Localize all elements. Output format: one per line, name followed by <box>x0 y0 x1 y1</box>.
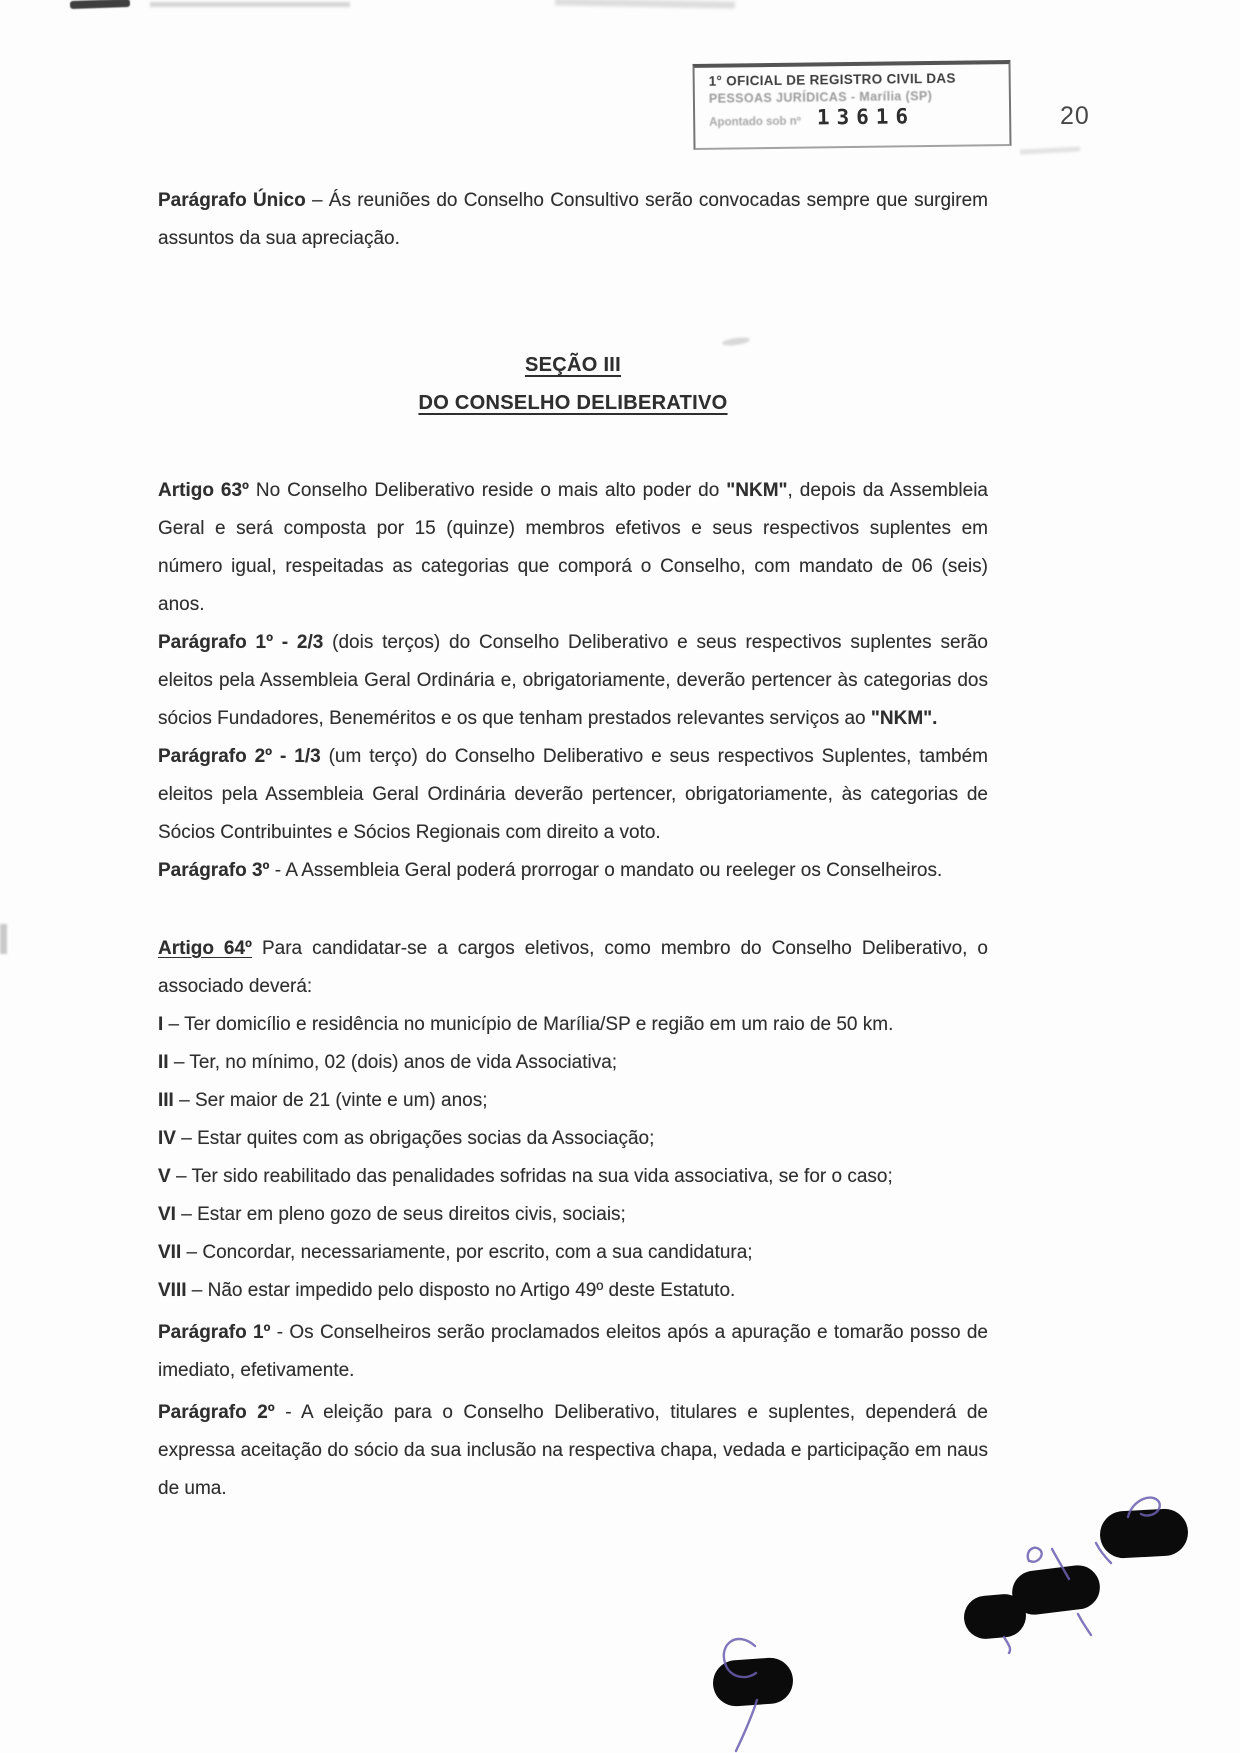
list-item <box>158 1044 988 1082</box>
article-63 <box>158 472 988 624</box>
list-item <box>158 1234 988 1272</box>
scan-artifact <box>150 2 350 7</box>
text-segment: (um terço) do Conselho Deliberativo e seus respectivos Suplentes, também eleitos pela Assembleia Geral Ordinária deverão pertencer, obrigatoriamente, às categorias de Sócios Contribuintes e Sócios Regionais com direito a voto. <box>158 746 988 843</box>
article-63-paragraph-3 <box>158 852 988 890</box>
list-item <box>158 1006 988 1044</box>
stamp-office-line: 1° OFICIAL DE REGISTRO CIVIL DAS <box>708 70 956 89</box>
pen-stroke <box>1004 1637 1010 1653</box>
text-segment: Artigo 63º <box>158 480 249 501</box>
pen-stroke <box>1078 1614 1091 1635</box>
redaction-mark <box>962 1592 1028 1640</box>
text-segment: – Ter domicílio e residência no município de Marília/SP e região em um raio de 50 km. <box>163 1014 894 1035</box>
article-63-paragraph-1 <box>158 624 988 738</box>
stamp-number-row <box>709 103 1001 131</box>
text-segment: , depois da Assembleia Geral e será composta por 15 (quinze) membros efetivos e seus respectivos suplentes em número igual, respeitadas as categorias que comporá o Conselho, com mandato de 06 (seis) anos. <box>158 480 988 615</box>
text-segment: Parágrafo 1º - 2/3 <box>158 632 324 653</box>
article-64-paragraph-2 <box>158 1394 988 1508</box>
text-segment: Parágrafo 3º <box>158 860 270 881</box>
text-segment: I <box>158 1014 164 1035</box>
article-63-paragraph-2 <box>158 738 988 852</box>
text-segment: (dois terços) do Conselho Deliberativo e seus respectivos suplentes serão eleitos pela Assembleia Geral Ordinária e, obrigatoriamente, deverão pertencer às categorias dos sócios Fundadores, Beneméritos e os que tenham prestados relevantes serviços ao <box>158 632 988 729</box>
scan-artifact <box>0 924 7 954</box>
article-64 <box>158 930 988 1006</box>
list-item <box>158 1196 988 1234</box>
text-segment: Parágrafo 1º <box>158 1322 271 1343</box>
text-segment: - Os Conselheiros serão proclamados eleitos após a apuração e tomarão posso de imediato, efetivamente. <box>158 1322 988 1381</box>
article-64-items <box>158 1006 988 1310</box>
section-subtitle-text: DO CONSELHO DELIBERATIVO <box>418 392 728 414</box>
registry-stamp <box>692 60 1011 150</box>
text-segment: Parágrafo Único <box>158 190 306 211</box>
text-segment: - A Assembleia Geral poderá prorrogar o mandato ou reeleger os Conselheiros. <box>269 860 943 881</box>
scan-artifact <box>70 0 130 9</box>
text-segment: – Ser maior de 21 (vinte e um) anos; <box>173 1090 488 1111</box>
list-item <box>158 1158 988 1196</box>
text-segment: IV <box>158 1128 176 1149</box>
page-number: 20 <box>1060 102 1090 130</box>
stamp-number-label: Apontado sob nº <box>709 115 801 129</box>
scan-artifact <box>1020 146 1080 154</box>
text-segment: – Estar em pleno gozo de seus direitos civis, sociais; <box>175 1204 626 1225</box>
text-segment: II <box>158 1052 169 1073</box>
text-segment: No Conselho Deliberativo reside o mais alto poder do <box>248 480 727 501</box>
text-segment: Artigo 64º <box>158 938 252 959</box>
text-segment: "NKM" <box>726 480 788 501</box>
text-segment: – Ter, no mínimo, 02 (dois) anos de vida Associativa; <box>168 1052 618 1073</box>
list-item <box>158 1120 988 1158</box>
text-segment: – Não estar impedido pelo disposto no Artigo 49º deste Estatuto. <box>186 1280 736 1301</box>
section-title <box>158 346 988 384</box>
text-segment: - A eleição para o Conselho Deliberativo, titulares e suplentes, dependerá de expressa aceitação do sócio da sua inclusão na respectiva chapa, vedada e participação em naus de uma. <box>158 1402 988 1499</box>
text-segment: Para candidatar-se a cargos eletivos, como membro do Conselho Deliberativo, o associado deverá: <box>158 938 988 997</box>
text-segment: V <box>158 1166 171 1187</box>
stamp-registry-number: 13616 <box>816 104 916 130</box>
section-subtitle <box>158 384 988 422</box>
text-segment: III <box>158 1090 174 1111</box>
section-title-text: SEÇÃO III <box>524 354 622 376</box>
text-segment: "NKM". <box>870 708 938 729</box>
text-segment: – Estar quites com as obrigações socias da Associação; <box>175 1128 655 1149</box>
text-segment: VII <box>158 1242 182 1263</box>
text-segment: VI <box>158 1204 176 1225</box>
redaction-mark <box>1099 1508 1189 1560</box>
text-segment: Parágrafo 2º <box>158 1402 275 1423</box>
list-item <box>158 1272 988 1310</box>
redaction-mark <box>711 1656 794 1707</box>
text-segment: VIII <box>158 1280 187 1301</box>
article-64-paragraph-1 <box>158 1314 988 1390</box>
text-segment: – Ter sido reabilitado das penalidades sofridas na sua vida associativa, se for o caso; <box>170 1166 893 1187</box>
pen-stroke <box>736 1700 757 1751</box>
stamp-entity-line: PESSOAS JURÍDICAS - Marília (SP) <box>708 89 933 106</box>
paragraph-unico <box>158 182 988 258</box>
pen-stroke <box>1028 1548 1042 1562</box>
list-item <box>158 1082 988 1120</box>
text-segment: – Concordar, necessariamente, por escrito, com a sua candidatura; <box>181 1242 753 1263</box>
document-body <box>158 182 988 1508</box>
text-segment: – Ás reuniões do Conselho Consultivo serão convocadas sempre que surgirem assuntos da sua apreciação. <box>158 190 989 249</box>
text-segment: Parágrafo 2º - 1/3 <box>158 746 321 767</box>
scan-artifact <box>555 0 735 9</box>
